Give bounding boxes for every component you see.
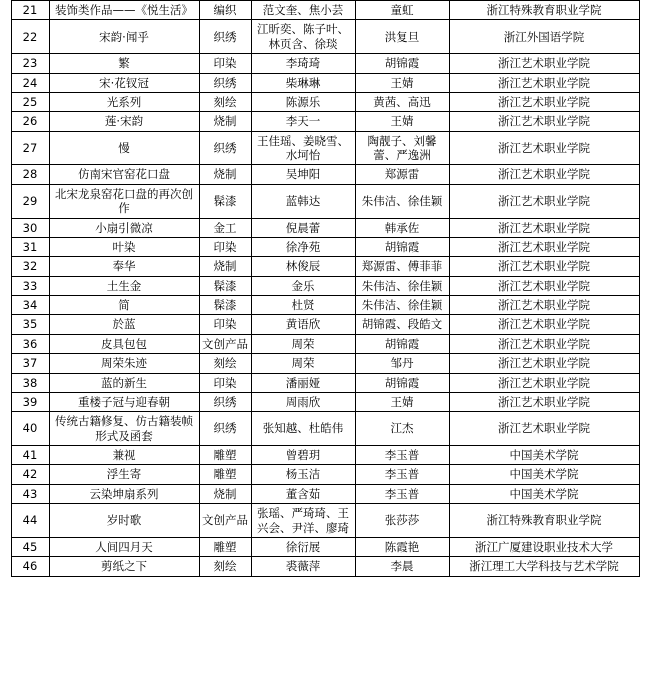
cell-work-title: 云染坤扇系列 [49,484,199,503]
cell-advisors: 江杰 [355,412,449,446]
cell-organization: 浙江艺术职业学院 [449,412,639,446]
cell-category: 烧制 [199,257,251,276]
cell-authors: 王佳瑶、姜晓雪、水坷怡 [251,131,355,165]
table-row [11,504,639,538]
cell-index: 32 [11,257,49,276]
table-row [11,218,639,237]
cell-organization: 浙江艺术职业学院 [449,392,639,411]
cell-work-title: 小扇引微凉 [49,218,199,237]
cell-index: 38 [11,373,49,392]
cell-category: 烧制 [199,165,251,184]
cell-organization: 中国美术学院 [449,465,639,484]
cell-category: 编织 [199,1,251,20]
cell-index: 24 [11,73,49,92]
cell-index: 30 [11,218,49,237]
cell-category: 雕塑 [199,537,251,556]
cell-index: 41 [11,446,49,465]
table-row [11,296,639,315]
cell-category: 刻绘 [199,557,251,576]
cell-authors: 张瑶、严琦琦、王兴会、尹洋、廖琦 [251,504,355,538]
cell-category: 烧制 [199,484,251,503]
cell-authors: 周荣 [251,354,355,373]
cell-category: 印染 [199,54,251,73]
cell-advisors: 胡锦霞 [355,334,449,353]
cell-category: 髹漆 [199,276,251,295]
cell-authors: 柴琳琳 [251,73,355,92]
cell-organization: 浙江艺术职业学院 [449,237,639,256]
cell-authors: 曾碧玥 [251,446,355,465]
cell-index: 42 [11,465,49,484]
cell-category: 文创产品 [199,504,251,538]
cell-work-title: 慢 [49,131,199,165]
cell-category: 印染 [199,373,251,392]
cell-work-title: 仿南宋官窑花口盘 [49,165,199,184]
cell-advisors: 郑源雷 [355,165,449,184]
cell-index: 26 [11,112,49,131]
table-row [11,1,639,20]
cell-work-title: 莲·宋韵 [49,112,199,131]
cell-advisors: 邹丹 [355,354,449,373]
table-row [11,557,639,576]
cell-organization: 浙江特殊教育职业学院 [449,504,639,538]
table-row [11,54,639,73]
cell-work-title: 土生金 [49,276,199,295]
cell-organization: 浙江艺术职业学院 [449,112,639,131]
table-row [11,412,639,446]
cell-authors: 范文奎、焦小芸 [251,1,355,20]
cell-work-title: 宋韵·闻乎 [49,20,199,54]
table-row [11,165,639,184]
table-row [11,20,639,54]
cell-work-title: 北宋龙泉窑花口盘的再次创作 [49,184,199,218]
cell-advisors: 王婧 [355,73,449,92]
cell-index: 45 [11,537,49,556]
cell-index: 37 [11,354,49,373]
table-row [11,446,639,465]
cell-advisors: 朱伟洁、徐佳颖 [355,296,449,315]
cell-category: 织绣 [199,73,251,92]
cell-work-title: 装饰类作品——《悦生活》 [49,1,199,20]
cell-organization: 浙江艺术职业学院 [449,73,639,92]
cell-category: 雕塑 [199,446,251,465]
table-row [11,112,639,131]
cell-advisors: 胡锦霞 [355,373,449,392]
table-row [11,315,639,334]
cell-organization: 浙江艺术职业学院 [449,184,639,218]
table-row [11,373,639,392]
cell-authors: 林俊辰 [251,257,355,276]
table-row [11,257,639,276]
cell-advisors: 郑源雷、傅菲菲 [355,257,449,276]
cell-authors: 倪晨蕾 [251,218,355,237]
cell-authors: 江昕奕、陈子叶、林页含、徐琰 [251,20,355,54]
cell-organization: 浙江艺术职业学院 [449,218,639,237]
table-row [11,354,639,373]
cell-organization: 浙江艺术职业学院 [449,54,639,73]
cell-advisors: 朱伟洁、徐佳颖 [355,276,449,295]
cell-work-title: 周荣朱迹 [49,354,199,373]
cell-advisors: 胡锦霞 [355,54,449,73]
cell-index: 29 [11,184,49,218]
cell-authors: 杜贤 [251,296,355,315]
cell-work-title: 重楼子冠与迎春朝 [49,392,199,411]
cell-organization: 浙江广厦建设职业技术大学 [449,537,639,556]
cell-authors: 徐净苑 [251,237,355,256]
cell-work-title: 简 [49,296,199,315]
cell-index: 40 [11,412,49,446]
cell-advisors: 王婧 [355,392,449,411]
cell-advisors: 陶靓子、刘馨蕾、严逸洲 [355,131,449,165]
table-row [11,184,639,218]
cell-organization: 浙江外国语学院 [449,20,639,54]
cell-organization: 浙江特殊教育职业学院 [449,1,639,20]
cell-advisors: 张莎莎 [355,504,449,538]
cell-authors: 李天一 [251,112,355,131]
cell-category: 髹漆 [199,184,251,218]
table-row [11,131,639,165]
cell-organization: 浙江艺术职业学院 [449,373,639,392]
cell-advisors: 李玉普 [355,484,449,503]
cell-authors: 金乐 [251,276,355,295]
cell-organization: 浙江艺术职业学院 [449,165,639,184]
cell-category: 髹漆 [199,296,251,315]
cell-advisors: 韩承佐 [355,218,449,237]
cell-work-title: 奉华 [49,257,199,276]
cell-index: 21 [11,1,49,20]
cell-work-title: 宋·花钗冠 [49,73,199,92]
cell-advisors: 黄茜、高迅 [355,92,449,111]
cell-organization: 浙江艺术职业学院 [449,131,639,165]
cell-organization: 中国美术学院 [449,484,639,503]
cell-category: 金工 [199,218,251,237]
cell-index: 36 [11,334,49,353]
cell-authors: 黄语欣 [251,315,355,334]
cell-organization: 浙江艺术职业学院 [449,276,639,295]
cell-organization: 浙江艺术职业学院 [449,92,639,111]
cell-category: 织绣 [199,392,251,411]
cell-category: 刻绘 [199,92,251,111]
cell-index: 35 [11,315,49,334]
cell-category: 烧制 [199,112,251,131]
cell-organization: 浙江理工大学科技与艺术学院 [449,557,639,576]
cell-work-title: 岁时歌 [49,504,199,538]
cell-work-title: 於蓝 [49,315,199,334]
table-row [11,92,639,111]
cell-authors: 周雨欣 [251,392,355,411]
cell-authors: 潘丽娅 [251,373,355,392]
cell-work-title: 皮具包包 [49,334,199,353]
cell-index: 46 [11,557,49,576]
cell-index: 43 [11,484,49,503]
cell-index: 22 [11,20,49,54]
table-row [11,465,639,484]
table-row [11,537,639,556]
cell-index: 23 [11,54,49,73]
cell-organization: 浙江艺术职业学院 [449,315,639,334]
cell-index: 27 [11,131,49,165]
cell-index: 28 [11,165,49,184]
table-row [11,334,639,353]
table-row [11,276,639,295]
cell-work-title: 繁 [49,54,199,73]
cell-work-title: 叶染 [49,237,199,256]
works-table [11,0,640,577]
cell-authors: 裘薇萍 [251,557,355,576]
cell-work-title: 浮生寄 [49,465,199,484]
cell-authors: 李琦琦 [251,54,355,73]
cell-index: 39 [11,392,49,411]
cell-advisors: 胡锦霞、段皓文 [355,315,449,334]
cell-authors: 周荣 [251,334,355,353]
cell-work-title: 蓝的新生 [49,373,199,392]
cell-advisors: 李晨 [355,557,449,576]
cell-index: 33 [11,276,49,295]
cell-index: 34 [11,296,49,315]
cell-advisors: 李玉普 [355,465,449,484]
cell-advisors: 胡锦霞 [355,237,449,256]
cell-category: 文创产品 [199,334,251,353]
cell-work-title: 兼视 [49,446,199,465]
cell-organization: 浙江艺术职业学院 [449,257,639,276]
cell-category: 印染 [199,237,251,256]
cell-authors: 徐衍展 [251,537,355,556]
cell-work-title: 人间四月天 [49,537,199,556]
cell-organization: 浙江艺术职业学院 [449,296,639,315]
cell-work-title: 传统古籍修复、仿古籍装帧形式及函套 [49,412,199,446]
cell-category: 刻绘 [199,354,251,373]
cell-index: 44 [11,504,49,538]
cell-advisors: 陈霞艳 [355,537,449,556]
table-row [11,73,639,92]
cell-authors: 杨玉洁 [251,465,355,484]
table-row [11,237,639,256]
cell-advisors: 朱伟洁、徐佳颖 [355,184,449,218]
cell-organization: 中国美术学院 [449,446,639,465]
cell-index: 31 [11,237,49,256]
cell-category: 织绣 [199,131,251,165]
table-row [11,392,639,411]
cell-advisors: 洪复旦 [355,20,449,54]
cell-category: 雕塑 [199,465,251,484]
cell-advisors: 童虹 [355,1,449,20]
cell-organization: 浙江艺术职业学院 [449,334,639,353]
cell-index: 25 [11,92,49,111]
cell-authors: 蓝韩达 [251,184,355,218]
cell-advisors: 李玉普 [355,446,449,465]
cell-category: 印染 [199,315,251,334]
cell-organization: 浙江艺术职业学院 [449,354,639,373]
cell-advisors: 王婧 [355,112,449,131]
cell-work-title: 剪纸之下 [49,557,199,576]
table-row [11,484,639,503]
cell-authors: 董含茹 [251,484,355,503]
cell-category: 织绣 [199,412,251,446]
cell-authors: 陈源乐 [251,92,355,111]
cell-category: 织绣 [199,20,251,54]
cell-work-title: 光系列 [49,92,199,111]
cell-authors: 吴坤阳 [251,165,355,184]
cell-authors: 张知越、杜皓伟 [251,412,355,446]
